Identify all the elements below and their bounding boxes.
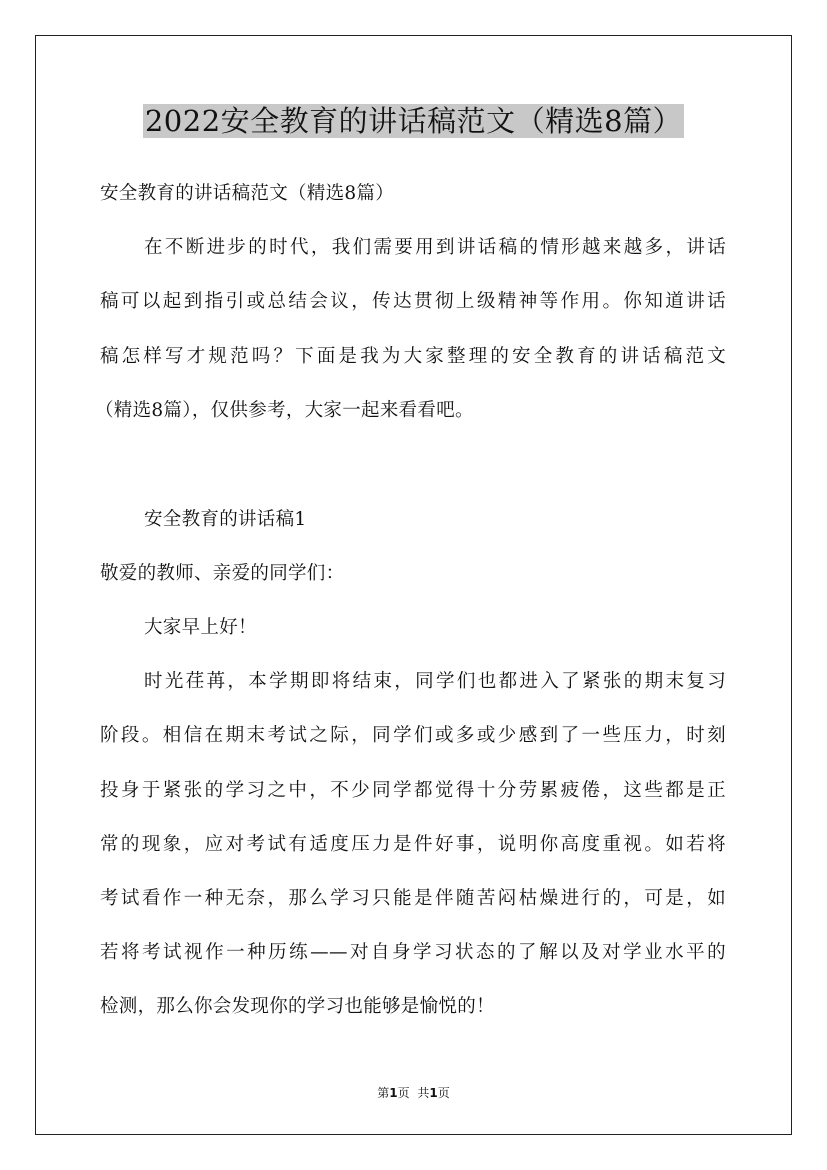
intro-line: 在不断进步的时代，我们需要用到讲话稿的情形越来越多，讲话 bbox=[144, 237, 726, 258]
body-line: 阶段。相信在期末考试之际，同学们或多或少感到了一些压力，时刻 bbox=[100, 725, 726, 746]
body-line: 常的现象，应对考试有适度压力是件好事，说明你高度重视。如若将 bbox=[100, 834, 726, 855]
body-line: 投身于紧张的学习之中，不少同学都觉得十分劳累疲倦，这些都是正 bbox=[100, 780, 726, 801]
body-line: 考试看作一种无奈，那么学习只能是伴随苦闷枯燥进行的，可是，如 bbox=[100, 888, 726, 909]
salutation: 敬爱的教师、亲爱的同学们： bbox=[100, 563, 345, 584]
footer-total-unit: 页 bbox=[437, 1086, 450, 1100]
footer-page-prefix: 第 bbox=[377, 1086, 390, 1100]
intro-line: 稿可以起到指引或总结会议，传达贯彻上级精神等作用。你知道讲话 bbox=[100, 291, 726, 312]
document-subtitle: 安全教育的讲话稿范文（精选8篇） bbox=[100, 183, 395, 204]
greeting: 大家早上好！ bbox=[144, 617, 257, 638]
body-line: 时光荏苒，本学期即将结束，同学们也都进入了紧张的期末复习 bbox=[144, 671, 726, 692]
footer-page-number: 1 bbox=[389, 1086, 398, 1100]
footer-page-unit: 页 bbox=[397, 1086, 410, 1100]
page-footer bbox=[0, 1084, 827, 1101]
intro-line: 稿怎样写才规范吗？下面是我为大家整理的安全教育的讲话稿范文 bbox=[100, 346, 726, 367]
body-line: 若将考试视作一种历练——对自身学习状态的了解以及对学业水平的 bbox=[100, 942, 726, 963]
document-title: 2022安全教育的讲话稿范文（精选8篇） bbox=[144, 104, 683, 138]
footer-total-prefix: 共 bbox=[417, 1086, 430, 1100]
section-heading: 安全教育的讲话稿1 bbox=[144, 509, 307, 530]
body-line: 检测，那么你会发现你的学习也能够是愉悦的！ bbox=[100, 996, 495, 1017]
footer-total-number: 1 bbox=[429, 1086, 438, 1100]
intro-line: （精选8篇），仅供参考，大家一起来看看吧。 bbox=[95, 400, 474, 421]
document-title-wrap bbox=[0, 101, 827, 141]
